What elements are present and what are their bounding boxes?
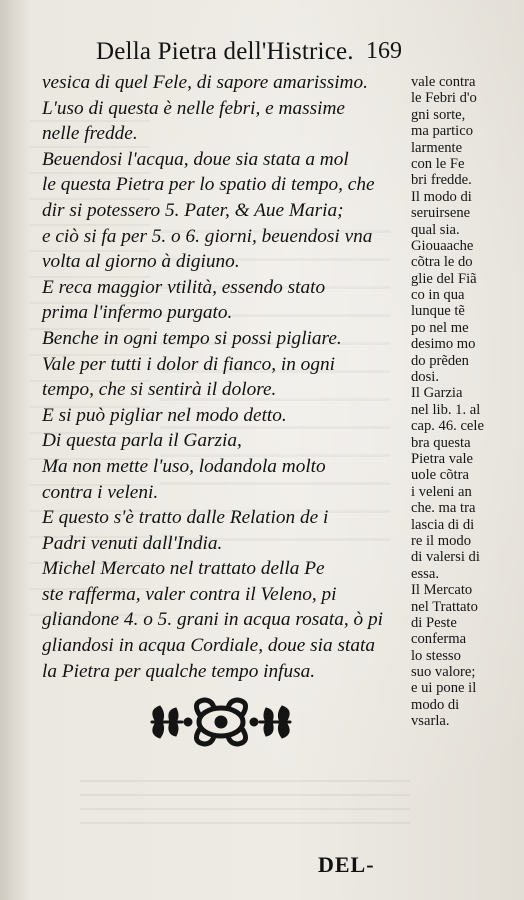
marginal-note-line: cõtra le do: [411, 254, 473, 271]
text-line: ste rafferma, valer contra il Veleno, pi: [42, 583, 337, 605]
text-line: le questa Pietra per lo spatio di tempo, che: [42, 174, 375, 196]
text-line: contra i veleni.: [42, 481, 159, 503]
marginal-note-line: bri fredde.: [411, 172, 472, 189]
marginal-note-line: lunque tẽ: [411, 303, 465, 320]
catchword: DEL-: [318, 852, 375, 877]
marginal-note-line: lo stesso: [411, 647, 461, 664]
marginal-note-line: do prẽden: [411, 352, 469, 369]
marginal-note-line: vsarla.: [411, 713, 450, 730]
marginal-note-line: re il modo: [411, 532, 471, 549]
marginal-note-line: i veleni an: [411, 483, 472, 500]
text-line: nelle fredde.: [42, 123, 138, 145]
text-line: prima l'infermo purgato.: [42, 302, 233, 324]
main-text-block: [42, 70, 404, 684]
text-line: la Pietra per qualche tempo infusa.: [42, 660, 316, 682]
marginal-note-line: bra questa: [411, 434, 471, 451]
marginal-note-line: po nel me: [411, 319, 469, 336]
text-line: Vale per tutti i dolor di fianco, in ogni: [42, 353, 335, 375]
text-line: Beuendosi l'acqua, doue sia stata a mol: [42, 148, 349, 170]
marginal-note-line: glie del Fiã: [411, 270, 477, 287]
marginal-note-line: larmente: [411, 139, 463, 156]
text-line: Ma non mette l'uso, lodandola molto: [42, 455, 326, 477]
marginal-note-line: con le Fe: [411, 155, 465, 172]
text-line: vesica di quel Fele, di sapore amarissimo.: [42, 72, 368, 93]
text-line: gliandosi in acqua Cordiale, doue sia stata: [42, 635, 375, 657]
marginal-note-line: Il Mercato: [411, 582, 473, 599]
text-line: E questo s'è tratto dalle Relation de i: [42, 507, 329, 529]
marginal-note-line: Il Garzia: [411, 385, 463, 402]
text-line: dir si potessero 5. Pater, & Aue Maria;: [42, 199, 344, 221]
marginal-note-line: di Peste: [411, 614, 457, 631]
text-line: e ciò si fa per 5. o 6. giorni, beuendosi vna: [42, 225, 373, 247]
page-header: [0, 38, 524, 72]
marginal-note-line: nel Trattato: [411, 598, 478, 615]
text-line: L'uso di questa è nelle febri, e massime: [42, 97, 345, 119]
marginal-note-line: Pietra vale: [411, 450, 473, 467]
text-line: Michel Mercato nel trattato della Pe: [42, 558, 325, 580]
marginal-note-line: seruirsene: [411, 205, 471, 222]
marginal-note-line: nel lib. 1. al: [411, 401, 481, 418]
marginal-note-line: suo valore;: [411, 664, 476, 681]
fleuron-ornament-icon: [142, 694, 300, 750]
marginal-note-line: co in qua: [411, 287, 465, 304]
text-line: gliandone 4. o 5. grani in acqua rosata, ò pi: [42, 609, 383, 631]
text-line: Padri venuti dall'India.: [42, 532, 223, 554]
text-line: E si può pigliar nel modo detto.: [42, 404, 287, 426]
marginal-note-line: e ui pone il: [411, 680, 477, 697]
marginal-note-line: le Febri d'o: [411, 90, 477, 107]
text-line: E reca maggior vtilità, essendo stato: [42, 276, 326, 298]
marginal-note-line: Il modo di: [411, 188, 472, 205]
marginal-note-line: essa.: [411, 565, 439, 582]
marginal-note-line: qual sia.: [411, 221, 460, 238]
running-title: Della Pietra dell'Histrice.: [96, 38, 354, 65]
marginal-note-line: desimo mo: [411, 336, 476, 353]
text-line: Benche in ogni tempo si possi pigliare.: [42, 327, 342, 349]
marginal-note-line: dosi.: [411, 369, 439, 386]
marginal-note-line: vale contra: [411, 74, 476, 90]
marginal-note-line: cap. 46. cele: [411, 418, 484, 435]
marginal-note-line: Giouaache: [411, 237, 474, 254]
marginal-note-line: lascia di di: [411, 516, 475, 533]
marginal-note-line: gni sorte,: [411, 106, 466, 123]
marginal-note-line: uole cõtra: [411, 467, 469, 484]
marginal-notes: [411, 74, 521, 730]
text-line: volta al giorno à digiuno.: [42, 251, 240, 273]
marginal-note-line: modo di: [411, 696, 460, 713]
text-line: tempo, che si sentirà il dolore.: [42, 379, 277, 401]
text-line: Di questa parla il Garzia,: [42, 430, 242, 452]
marginal-note-line: conferma: [411, 631, 467, 648]
marginal-note-line: ma partico: [411, 123, 473, 140]
page-number: 169: [366, 38, 402, 64]
marginal-note-line: di valersi di: [411, 549, 480, 566]
show-through-bottom: [80, 780, 410, 830]
marginal-note-line: che. ma tra: [411, 500, 476, 517]
